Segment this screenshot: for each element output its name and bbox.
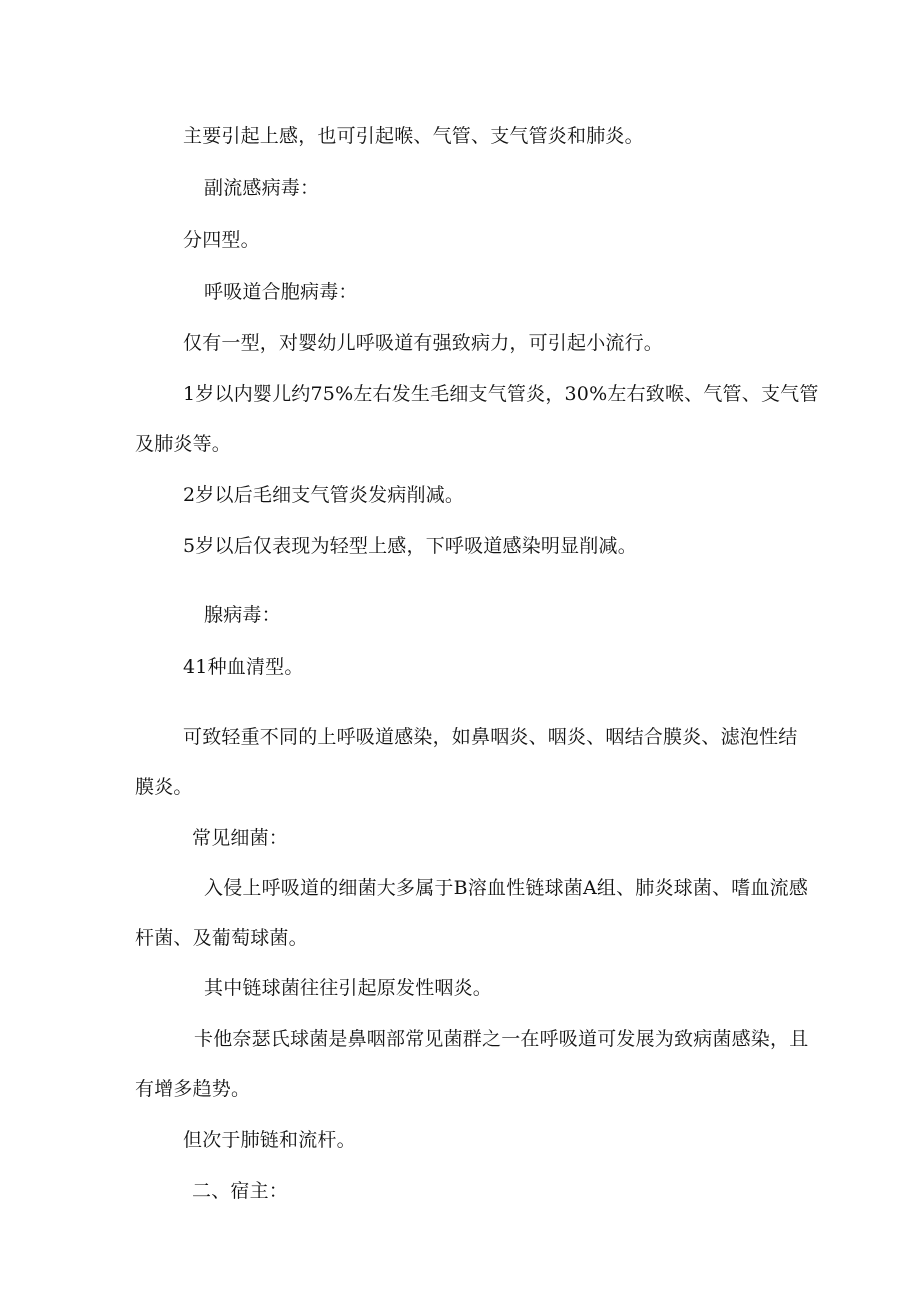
text-line-20: 但次于肺链和流杆。 xyxy=(183,1129,356,1151)
text-line-1: 主要引起上感，也可引起喉、气管、支气管炎和肺炎。 xyxy=(183,125,644,147)
heading-parainfluenza: 副流感病毒： xyxy=(204,177,320,199)
heading-host: 二、宿主： xyxy=(192,1180,289,1202)
text-line-8: 2岁以后毛细支气管炎发病削减。 xyxy=(183,484,465,506)
text-line-7: 及肺炎等。 xyxy=(135,433,232,455)
text-line-5: 仅有一型，对婴幼儿呼吸道有强致病力，可引起小流行。 xyxy=(183,332,664,354)
text-line-16: 杆菌、及葡萄球菌。 xyxy=(135,927,308,949)
text-line-11: 41种血清型。 xyxy=(183,656,304,678)
text-line-12: 可致轻重不同的上呼吸道感染，如鼻咽炎、咽炎、咽结合膜炎、滤泡性结 xyxy=(183,726,798,748)
heading-common-bacteria: 常见细菌： xyxy=(192,827,289,849)
heading-adenovirus: 腺病毒： xyxy=(204,604,281,626)
text-line-13: 膜炎。 xyxy=(135,776,193,798)
text-line-15: 入侵上呼吸道的细菌大多属于B溶血性链球菌A组、肺炎球菌、嗜血流感 xyxy=(204,877,809,899)
text-line-19: 有增多趋势。 xyxy=(135,1078,251,1100)
text-line-17: 其中链球菌往往引起原发性咽炎。 xyxy=(204,977,493,999)
text-line-18: 卡他奈瑟氏球菌是鼻咽部常见菌群之一在呼吸道可发展为致病菌感染，且 xyxy=(194,1028,809,1050)
text-line-6: 1岁以内婴儿约75%左右发生毛细支气管炎，30%左右致喉、气管、支气管 xyxy=(183,383,819,405)
heading-rsv: 呼吸道合胞病毒： xyxy=(204,281,358,303)
text-line-3: 分四型。 xyxy=(183,229,260,251)
text-line-9: 5岁以后仅表现为轻型上感，下呼吸道感染明显削减。 xyxy=(183,535,637,557)
